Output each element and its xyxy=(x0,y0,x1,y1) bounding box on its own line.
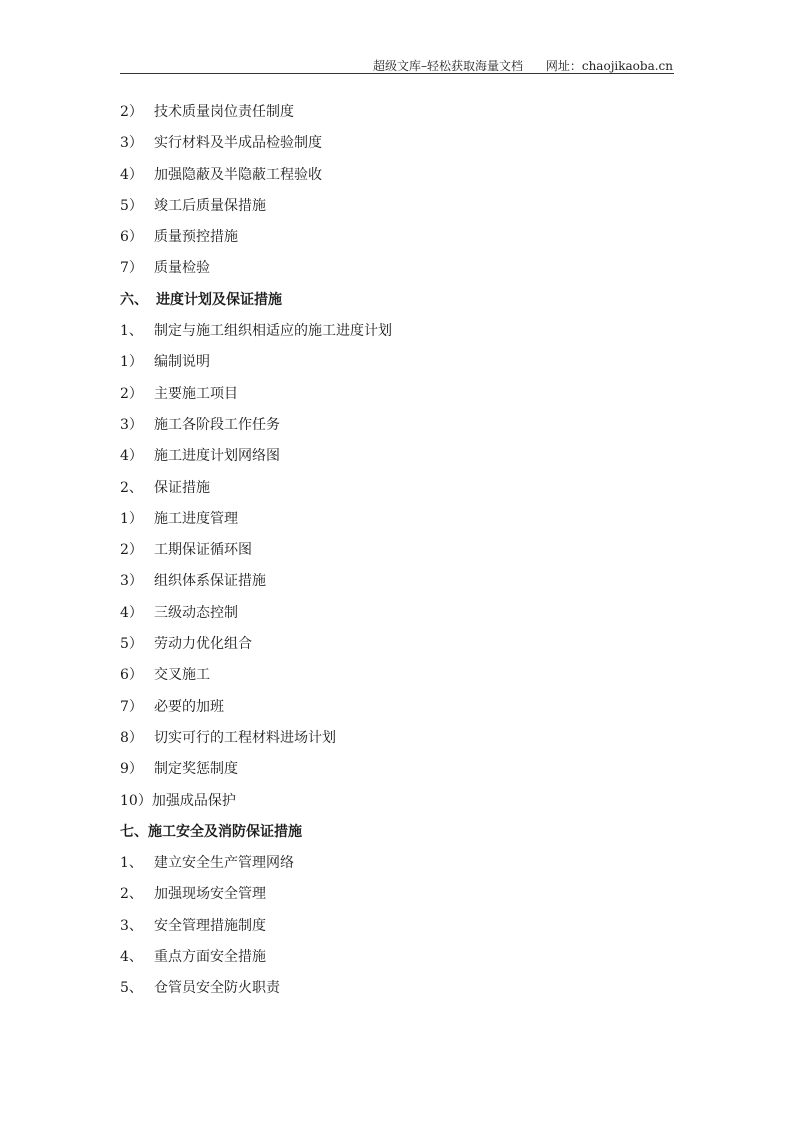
item-text: 劳动力优化组合 xyxy=(154,636,252,653)
item-number: 1） xyxy=(120,510,143,527)
item-text: 制定与施工组织相适应的施工进度计划 xyxy=(154,323,392,340)
item-text: 施工进度管理 xyxy=(154,510,238,527)
item-number: 4） xyxy=(120,604,143,621)
item-text: 编制说明 xyxy=(154,354,210,371)
item-number: 8） xyxy=(120,729,143,746)
item-text: 切实可行的工程材料进场计划 xyxy=(154,729,336,746)
list-item xyxy=(120,569,674,600)
list-item xyxy=(120,882,674,913)
item-text: 加强现场安全管理 xyxy=(154,886,266,903)
list-item xyxy=(120,131,674,162)
list-item xyxy=(120,789,674,820)
item-text: 实行材料及半成品检验制度 xyxy=(154,135,322,152)
item-number: 7） xyxy=(120,698,143,715)
item-text: 竣工后质量保措施 xyxy=(154,197,266,214)
list-item xyxy=(120,319,674,350)
list-item xyxy=(120,976,674,1007)
list-item xyxy=(120,601,674,632)
item-number: 2、 xyxy=(120,479,143,496)
item-number: 5） xyxy=(120,636,143,653)
item-text: 仓管员安全防火职责 xyxy=(154,980,280,997)
item-text: 交叉施工 xyxy=(154,667,210,684)
outline-list xyxy=(120,100,674,1008)
item-text: 安全管理措施制度 xyxy=(154,917,266,934)
item-number: 2） xyxy=(120,385,143,402)
item-number: 10） xyxy=(120,792,152,809)
item-text: 建立安全生产管理网络 xyxy=(154,855,294,872)
list-item xyxy=(120,382,674,413)
list-item xyxy=(120,225,674,256)
header-url: chaojikaoba.cn xyxy=(581,59,673,73)
item-text: 加强成品保护 xyxy=(151,792,236,809)
item-text: 必要的加班 xyxy=(154,698,224,715)
list-item xyxy=(120,538,674,569)
item-number: 3） xyxy=(120,416,143,433)
item-text: 质量预控措施 xyxy=(154,229,238,246)
item-text: 组织体系保证措施 xyxy=(154,573,266,590)
item-text: 技术质量岗位责任制度 xyxy=(154,104,294,120)
item-text: 进度计划及保证措施 xyxy=(156,291,282,308)
item-number: 六、 xyxy=(120,291,148,308)
item-number: 3） xyxy=(120,573,143,590)
item-number: 3） xyxy=(120,135,143,152)
item-number: 4） xyxy=(120,166,143,183)
item-number: 1、 xyxy=(120,855,143,872)
item-text: 加强隐蔽及半隐蔽工程验收 xyxy=(154,166,322,183)
item-number: 1、 xyxy=(120,323,143,340)
list-item xyxy=(120,163,674,194)
list-item xyxy=(120,256,674,287)
list-item xyxy=(120,413,674,444)
list-item xyxy=(120,444,674,475)
item-number: 4、 xyxy=(120,949,143,966)
list-item xyxy=(120,914,674,945)
header-title: 超级文库–轻松获取海量文档 xyxy=(372,59,523,73)
item-number: 2） xyxy=(120,542,143,559)
list-item xyxy=(120,757,674,788)
item-number: 2、 xyxy=(120,886,143,903)
list-item xyxy=(120,507,674,538)
header-site-label: 网址： xyxy=(545,59,582,73)
item-number: 3、 xyxy=(120,917,143,934)
list-item xyxy=(120,194,674,225)
section-heading xyxy=(120,288,674,319)
section-heading xyxy=(120,820,674,851)
list-item xyxy=(120,945,674,976)
item-text: 制定奖惩制度 xyxy=(154,761,238,778)
item-text: 质量检验 xyxy=(154,260,210,277)
item-number: 4） xyxy=(120,448,143,465)
item-text: 重点方面安全措施 xyxy=(154,949,266,966)
item-text: 工期保证循环图 xyxy=(154,542,252,559)
item-text: 施工安全及消防保证措施 xyxy=(148,823,302,840)
item-text: 施工进度计划网络图 xyxy=(154,448,280,465)
list-item xyxy=(120,695,674,726)
list-item xyxy=(120,726,674,757)
list-item xyxy=(120,350,674,381)
list-item xyxy=(120,663,674,694)
item-number: 6） xyxy=(120,229,143,246)
list-item xyxy=(120,851,674,882)
item-text: 主要施工项目 xyxy=(154,385,238,402)
item-number: 7） xyxy=(120,260,143,277)
item-text: 三级动态控制 xyxy=(154,604,238,621)
item-number: 5、 xyxy=(120,980,143,997)
item-number: 1） xyxy=(120,354,143,371)
item-number: 6） xyxy=(120,667,143,684)
list-item xyxy=(120,476,674,507)
list-item xyxy=(120,632,674,663)
item-number: 2） xyxy=(120,104,143,120)
item-text: 保证措施 xyxy=(154,479,210,496)
item-number: 5） xyxy=(120,197,143,214)
item-number: 9） xyxy=(120,761,143,778)
list-item xyxy=(120,100,674,131)
header-rule xyxy=(120,73,674,74)
item-text: 施工各阶段工作任务 xyxy=(154,416,280,433)
item-number: 七、 xyxy=(120,823,148,840)
page-header xyxy=(373,57,673,74)
